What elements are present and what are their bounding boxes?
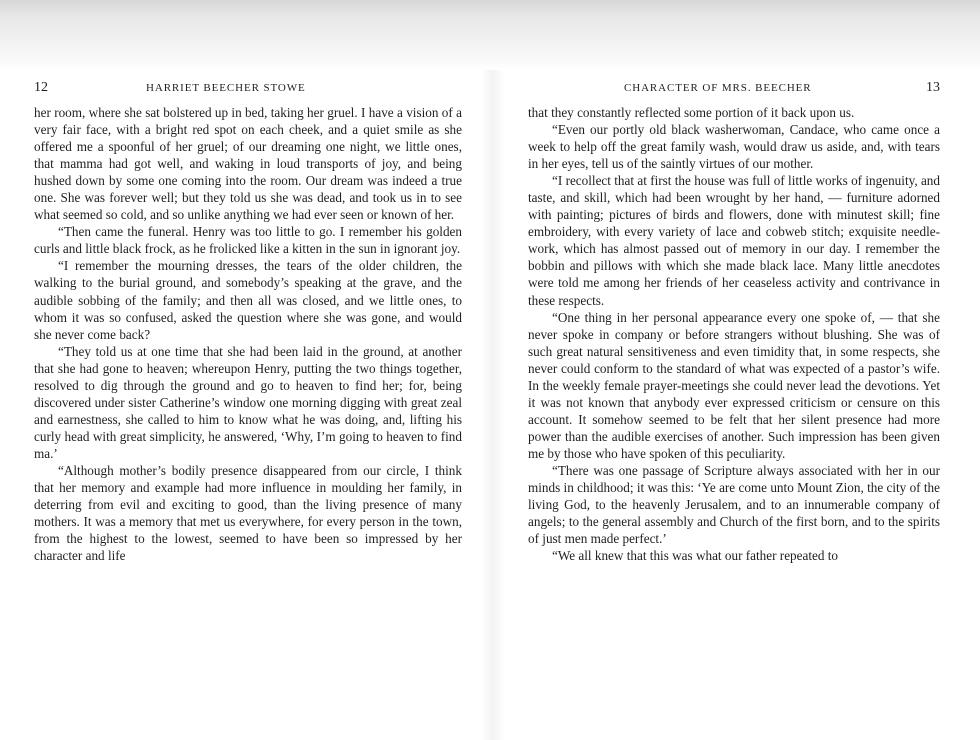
right-paragraph-4: “One thing in her personal appearance every one spoke of, — that she never spoke in company or before strangers without blushing. She was of such great natural sensitiveness and even timidity that, in some respects, she never could conform to the standard of what was expected of a pastor’s wife. In the weekly female prayer-meetings she could never lead the devotions. Yet it was not known that anybody ever expressed criticism or censure on this account. It somehow seemed to be felt that her silent presence had more power than the audible exercises of another. Such impression has been given me by those who have spoken of this peculiarity. [528, 309, 940, 461]
left-paragraph-5: “Although mother’s bodily presence disappeared from our circle, I think that her memory and example had more influence in moulding her family, in deterring from evil and exciting to good, than the living presence of many mothers. It was a memory that met us everywhere, for every person in the town, from the highest to the lowest, seemed to have been so impressed by her character and life [34, 462, 462, 564]
left-paragraph-3: “I remember the mourning dresses, the tears of the older children, the walking to the burial ground, and somebody’s speaking at the grave, and the audible sobbing of the family; and then all was closed, and we little ones, to whom it was so confused, asked the question where she was gone, and would she never come back? [34, 258, 462, 342]
scan-shadow-top [0, 0, 980, 70]
book-gutter [482, 70, 504, 740]
left-running-title: HARRIET BEECHER STOWE [146, 82, 306, 94]
right-paragraph-3: “I recollect that at first the house was full of little works of ingenuity, and taste, and skill, which had been wrought by her hand, — furniture adorned with painting; pictures of birds and flowers, done with minutest skill; fine embroidery, with every variety of lace and cobweb stitch; exquisite needle-work, which has almost passed out of memory in our day. I remember the bobbin and pillows with which she made black lace. Many little anecdotes were told me among her friends of her ceaseless activity and contrivance in these respects. [528, 173, 940, 308]
left-paragraph-4: “They told us at one time that she had been laid in the ground, at another that she had gone to heaven; whereupon Henry, putting the two things together, resolved to dig through the ground and go to heaven to find her; for, being discovered under sister Catherine’s window one morning digging with great zeal and earnestness, she called to him to know what he was doing, and, lifting his curly head with great simplicity, he answered, ‘Why, I’m going to heaven to find ma.’ [34, 343, 462, 461]
right-page-number: 13 [926, 80, 940, 95]
left-page-number: 12 [34, 80, 48, 95]
right-paragraph-5: “There was one passage of Scripture always associated with her in our minds in childhood; it was this: ‘Ye are come unto Mount Zion, the city of the living God, to the heavenly Jerusalem, and to an innumerable company of angels; to the general assembly and Church of the first born, and to the spirits of just men made perfect.’ [528, 462, 940, 547]
right-running-head [528, 80, 940, 104]
right-running-title: CHARACTER OF MRS. BEECHER [624, 82, 812, 94]
right-paragraph-1: that they constantly reflected some portion of it back upon us. [528, 105, 855, 120]
right-paragraph-2: “Even our portly old black washerwoman, Candace, who came once a week to help off the great family wash, would draw us aside, and, with tears in her eyes, tell us of the saintly virtues of our mother. [528, 122, 940, 172]
right-page [528, 80, 940, 564]
left-running-head [34, 80, 462, 104]
left-paragraph-2: “Then came the funeral. Henry was too little to go. I remember his golden curls and little black frock, as he frolicked like a kitten in the sun in ignorant joy. [34, 224, 462, 257]
left-paragraph-1: her room, where she sat bolstered up in bed, taking her gruel. I have a vision of a very fair face, with a bright red spot on each cheek, and a quiet smile as she offered me a spoonful of her gruel; of our dreaming one night, we little ones, that mamma had got well, and waking in loud transports of joy, and being hushed down by some one coming into the room. Our dream was indeed a true one. She was forever well; but they told us she was dead, and took us in to see what seemed so cold, and so unlike anything we had ever seen or known of her. [34, 105, 462, 223]
right-paragraph-6: “We all knew that this was what our father repeated to [552, 548, 839, 564]
left-page [34, 80, 462, 564]
